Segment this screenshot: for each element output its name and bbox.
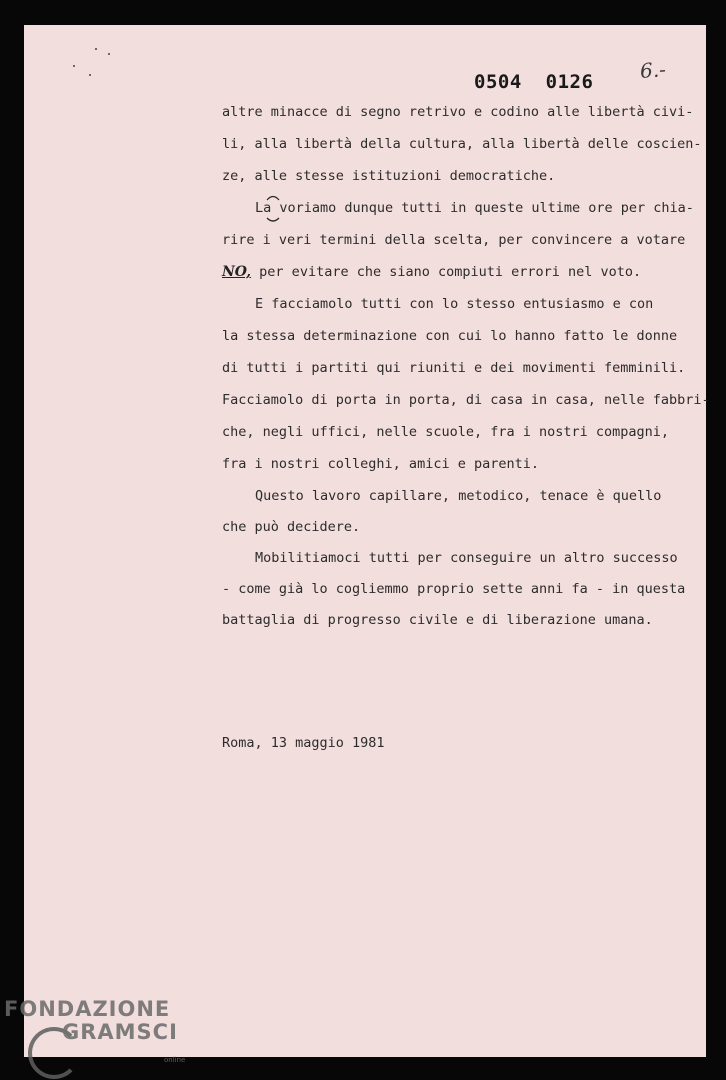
text-line: Questo lavoro capillare, metodico, tenace è quello: [255, 488, 662, 504]
gramsci-logo-icon: [28, 1027, 80, 1079]
text-line: battaglia di progresso civile e di liberazione umana.: [222, 612, 653, 628]
handwritten-page-number: 6.-: [639, 57, 667, 83]
fondazione-gramsci-watermark: [4, 997, 186, 1064]
text-line: E facciamolo tutti con lo stesso entusiasmo e con: [255, 296, 654, 312]
handwritten-correction-mark: [263, 194, 283, 224]
watermark-line1: FONDAZIONE: [4, 997, 171, 1021]
ink-speck: [95, 48, 97, 50]
watermark-line3: online: [164, 1056, 186, 1064]
text-line: - come già lo cogliemmo proprio sette anni fa - in questa: [222, 581, 686, 597]
text-line: la stessa determinazione con cui lo hanno fatto le donne: [222, 328, 678, 344]
place-date: Roma, 13 maggio 1981: [222, 735, 385, 751]
archive-number: 0504 0126: [474, 71, 594, 93]
text-line-rest: per evitare che siano compiuti errori nel voto.: [251, 264, 642, 280]
text-line: Facciamolo di porta in porta, di casa in casa, nelle fabbri-: [222, 392, 710, 408]
watermark-line2: GRAMSCI: [62, 1020, 178, 1044]
text-line: Mobilitiamoci tutti per conseguire un altro successo: [255, 550, 678, 566]
text-line: La voriamo dunque tutti in queste ultime ore per chia-: [255, 200, 694, 216]
handwritten-no: NO,: [222, 264, 252, 280]
text-line: rire i veri termini della scelta, per convincere a votare: [222, 232, 686, 248]
text-line: di tutti i partiti qui riuniti e dei movimenti femminili.: [222, 360, 686, 376]
text-line: altre minacce di segno retrivo e codino alle libertà civi-: [222, 104, 694, 120]
text-line: [222, 264, 641, 280]
text-line: li, alla libertà della cultura, alla libertà delle coscien-: [222, 136, 702, 152]
ink-speck: [89, 74, 91, 76]
text-line: ze, alle stesse istituzioni democratiche.: [222, 168, 556, 184]
text-line: fra i nostri colleghi, amici e parenti.: [222, 456, 539, 472]
ink-speck: [73, 65, 75, 67]
text-line: che, negli uffici, nelle scuole, fra i nostri compagni,: [222, 424, 670, 440]
text-line: che può decidere.: [222, 519, 361, 535]
ink-speck: [108, 53, 110, 55]
